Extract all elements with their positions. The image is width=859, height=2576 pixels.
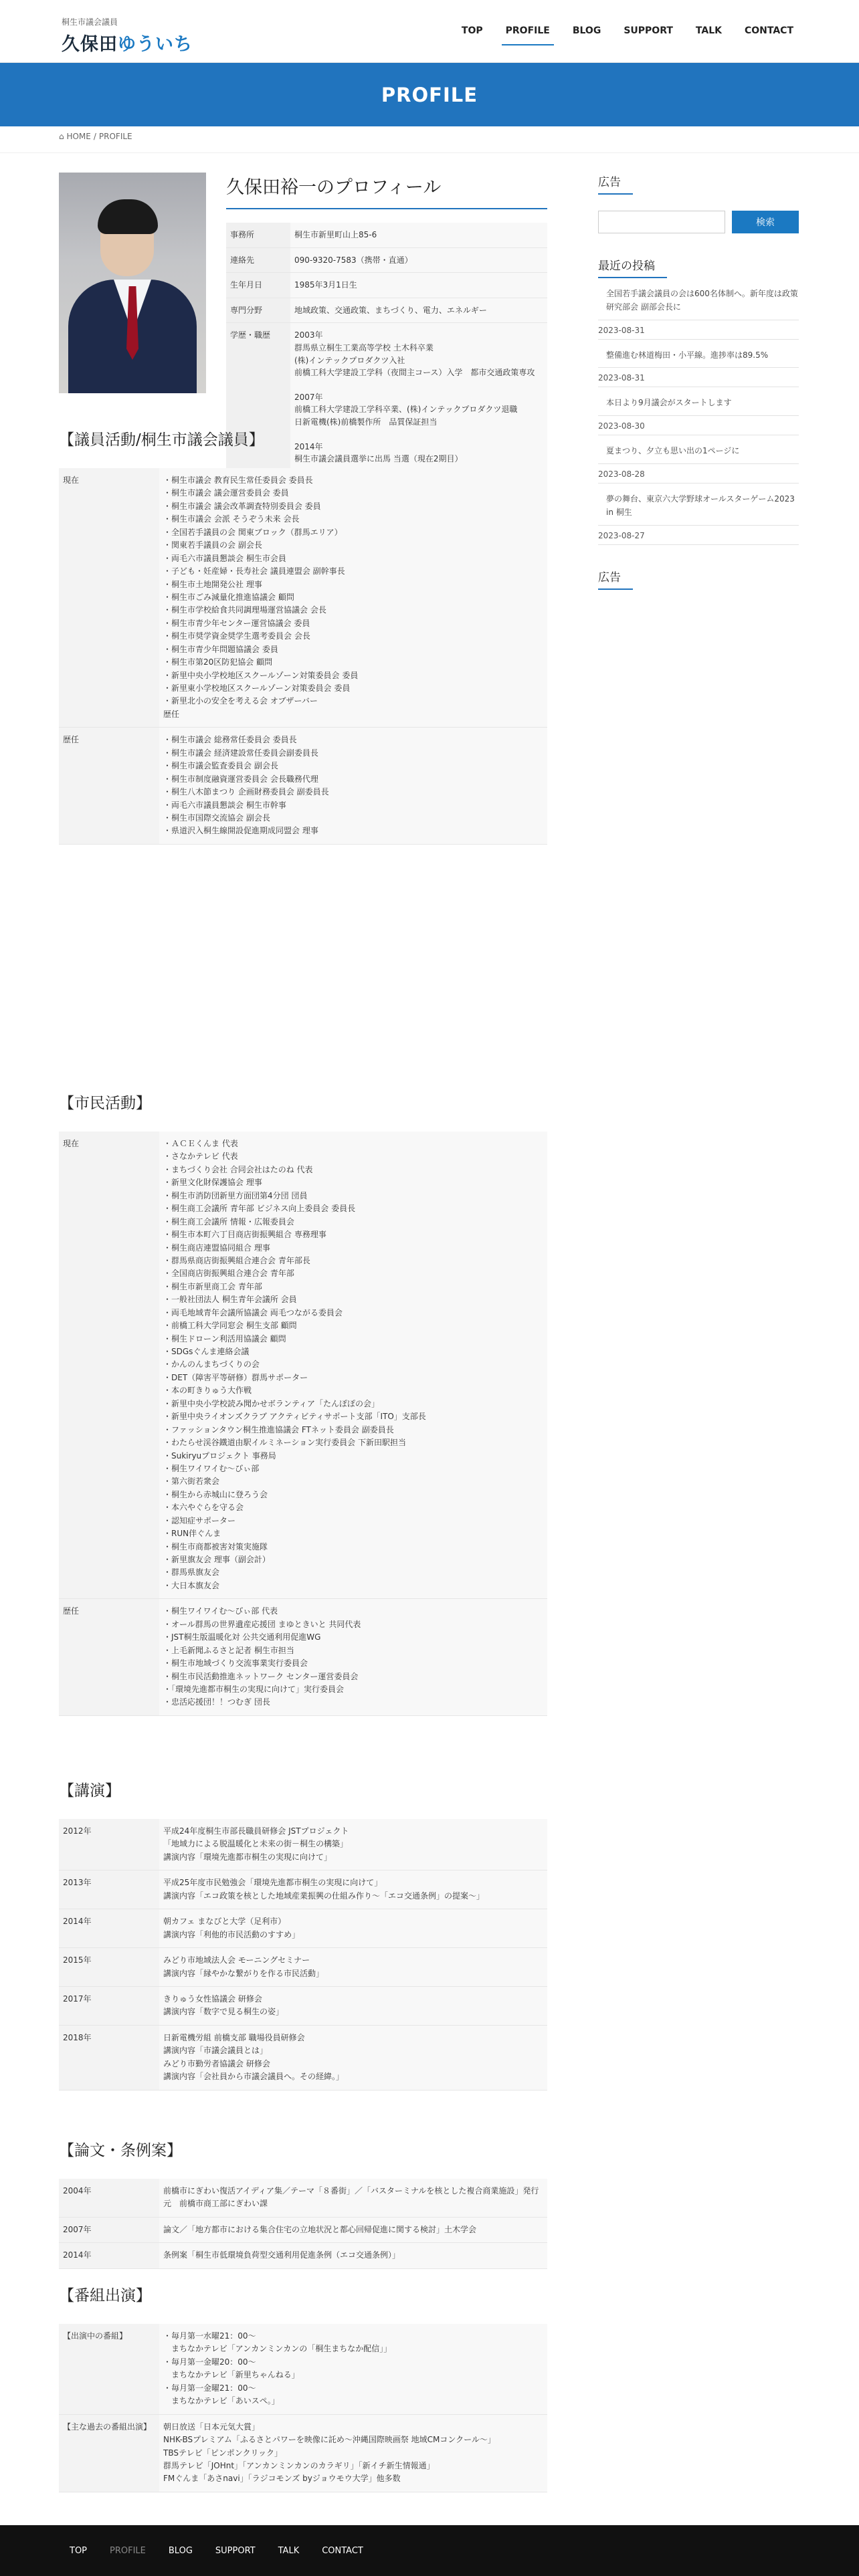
recent-post-item bbox=[598, 441, 799, 484]
logo-name bbox=[62, 34, 193, 55]
row-value bbox=[159, 1909, 547, 1948]
row-value bbox=[159, 468, 547, 728]
row-value-line: 2014年 bbox=[294, 441, 323, 451]
row-label: 学歴・職歴 bbox=[226, 323, 290, 471]
row-value-line: ・本の町きりゅう大作戦 bbox=[163, 1386, 252, 1396]
table-row bbox=[59, 1132, 547, 1599]
row-value-line: ・SDGsぐんま連絡会議 bbox=[163, 1347, 250, 1356]
row-value-line: 桐生市新里町山上85-6 bbox=[294, 230, 377, 239]
row-value-line: 歴任 bbox=[163, 709, 180, 719]
row-value-line: ・子ども・妊産婦・長寿社会 議員連盟会 副幹事長 bbox=[163, 566, 345, 576]
row-value-line: 群馬テレビ「JOHnt」「アンカンミンカンのカラギリ」「新イチ新生情報通」 bbox=[163, 2460, 435, 2470]
row-value-line: NHK-BSプレミアム「ふるさとパワーを映像に託め〜沖縄国際映画祭 地域CMコンクール〜」 bbox=[163, 2435, 496, 2445]
row-value-line: ・桐生八木節まつり 企画財務委員会 副委員長 bbox=[163, 787, 329, 797]
recent-post-date: 2023-08-31 bbox=[598, 367, 799, 383]
row-value-line: 論文／「地方都市における集合住宅の立地状況と都心回帰促進に関する検討」土木学会 bbox=[163, 2224, 477, 2234]
row-value-line: ・桐生市議会監査委員会 副会長 bbox=[163, 761, 278, 771]
row-value-line: ・桐生市議会 会派 そうぞう未来 会長 bbox=[163, 514, 300, 524]
row-value-line: ・群馬県旗友会 bbox=[163, 1568, 220, 1578]
section-bangumi bbox=[59, 2283, 547, 2492]
site-header bbox=[0, 0, 859, 63]
row-value-line: ・オール群馬の世界遺産応援団 まゆときいと 共同代表 bbox=[163, 1619, 361, 1629]
row-label: 専門分野 bbox=[226, 298, 290, 323]
table-row bbox=[59, 2414, 547, 2492]
sidebar-ad2 bbox=[598, 568, 799, 590]
row-value-line: 講演内容「縁やかな繋がりを作る市民活動」 bbox=[163, 1968, 324, 1978]
row-label: 2012年 bbox=[59, 1819, 159, 1870]
section-giin-table bbox=[59, 468, 547, 845]
row-value-line: ・桐生市第20区防犯協会 顧問 bbox=[163, 657, 273, 667]
row-value-line: 講演内容「エコ政策を核とした地域産業振興の仕組み作り〜「エコ交通条例」の提案〜」 bbox=[163, 1891, 485, 1901]
row-label: 現在 bbox=[59, 1132, 159, 1599]
table-row bbox=[59, 468, 547, 728]
row-value-line: ・桐生ドローン利活用協議会 顧問 bbox=[163, 1333, 286, 1344]
section-ronbun bbox=[59, 2138, 547, 2269]
row-value-line: ・桐生市奨学資金奨学生選考委員会 会長 bbox=[163, 631, 310, 641]
footer-link-profile[interactable]: PROFILE bbox=[110, 2545, 146, 2556]
row-value-line: ・桐生から赤城山に登ろう会 bbox=[163, 1489, 268, 1499]
table-row bbox=[59, 1870, 547, 1909]
section-shimin-table bbox=[59, 1132, 547, 1716]
row-value-line: ・忠活応援団！！つむぎ 団長 bbox=[163, 1697, 270, 1707]
row-value-line: ・桐生市議会 議会改革調査特別委員会 委員 bbox=[163, 501, 321, 511]
photo-hair bbox=[98, 199, 158, 234]
row-value-line: 桐生市議会議員選挙に出馬 当選（現在2期目） bbox=[294, 454, 463, 464]
row-value-line: ・本六やぐらを守る会 bbox=[163, 1503, 244, 1513]
row-value-line: 前橋工科大学建設工学科（夜間主コース）入学 都市交通政策専攻 bbox=[294, 368, 535, 378]
table-row bbox=[226, 298, 547, 323]
row-value bbox=[159, 2243, 547, 2268]
recent-post-link[interactable]: 全国若手議会議員の会は600名体制へ。新年度は政策研究部会 副部会長に bbox=[606, 289, 798, 312]
row-value-line: 平成25年度市民勉強会「環境先進都市桐生の実現に向けて」 bbox=[163, 1878, 383, 1888]
row-value-line: ・毎月第一金曜20：00〜 bbox=[163, 2357, 256, 2367]
main-nav bbox=[439, 25, 793, 45]
logo-subtitle: 桐生市議会議員 bbox=[62, 17, 118, 27]
row-label: 2013年 bbox=[59, 1870, 159, 1909]
row-value-line: 朝カフェ まなびと大学（足利市） bbox=[163, 1917, 286, 1927]
table-row bbox=[226, 223, 547, 247]
table-row bbox=[59, 2324, 547, 2414]
row-label: 2017年 bbox=[59, 1986, 159, 2025]
row-value-line: FMぐんま「あさnavi」「ラジコモンズ byジョウモウ大学」他多数 bbox=[163, 2474, 401, 2484]
row-value bbox=[159, 1599, 547, 1716]
page-title: PROFILE bbox=[381, 83, 478, 106]
row-value-line: 条例案「桐生市低環境負荷型交通利用促進条例（エコ交通条例）」 bbox=[163, 2250, 401, 2260]
row-value-line: ・新里中央ライオンズクラブ アクティビティサポート支部「ITO」支部長 bbox=[163, 1412, 426, 1422]
row-value-line: ・一般社団法人 桐生青年会議所 会員 bbox=[163, 1295, 297, 1305]
sidebar-ad-heading: 広告 bbox=[598, 173, 633, 195]
row-value-line: ・全国商店街振興組合連合会 青年部 bbox=[163, 1269, 294, 1279]
table-row bbox=[226, 273, 547, 298]
breadcrumb-home[interactable]: HOME bbox=[66, 132, 91, 141]
row-value-line: ・上毛新聞ふるさと記者 桐生市担当 bbox=[163, 1645, 294, 1655]
row-value-line: 講演内容「利他的市民活動のすすめ」 bbox=[163, 1929, 300, 1939]
row-value-line: まちなかテレビ「あいスペ。」 bbox=[163, 2396, 280, 2406]
row-label: 歴任 bbox=[59, 728, 159, 845]
row-value-line: ・「環境先進都市桐生の実現に向けて」実行委員会 bbox=[163, 1684, 345, 1694]
row-value-line: 平成24年度桐生市部長職員研修会 JSTプロジェクト bbox=[163, 1826, 349, 1836]
table-row bbox=[59, 2243, 547, 2268]
row-value-line: ・大日本旗友会 bbox=[163, 1580, 220, 1590]
row-label: 2015年 bbox=[59, 1948, 159, 1987]
recent-posts bbox=[598, 256, 799, 545]
row-value-line: ・両毛六市議員懇談会 桐生市幹事 bbox=[163, 800, 286, 810]
row-value bbox=[290, 223, 547, 247]
row-value-line: ・桐生市議会 総務常任委員会 委員長 bbox=[163, 735, 297, 745]
nav-contact[interactable]: CONTACT bbox=[744, 25, 793, 36]
row-value-line: 1985年3月1日生 bbox=[294, 280, 357, 290]
row-value-line: ・桐生市ごみ減量化推進協議会 顧問 bbox=[163, 592, 294, 602]
row-value-line: きりゅう女性協議会 研修会 bbox=[163, 1994, 262, 2004]
row-value bbox=[290, 273, 547, 298]
row-value-line: みどり市地域法人会 モーニングセミナー bbox=[163, 1955, 310, 1965]
row-value-line: ・桐生市議会 経済建設常任委員会副委員長 bbox=[163, 748, 318, 758]
table-row bbox=[59, 1948, 547, 1987]
row-value-line: ・毎月第一水曜21：00〜 bbox=[163, 2331, 256, 2341]
row-value-line: まちなかテレビ「新里ちゃんねる」 bbox=[163, 2370, 300, 2380]
site-logo[interactable] bbox=[62, 16, 193, 56]
recent-post-date: 2023-08-27 bbox=[598, 525, 799, 540]
recent-post-item bbox=[598, 345, 799, 388]
row-value-line: ・桐生ワイワイむ〜びぃ部 bbox=[163, 1463, 260, 1473]
row-value-line: ・群馬県商店街振興組合連合会 青年部長 bbox=[163, 1255, 310, 1265]
row-value-line: まちなかテレビ「アンカンミンカンの「桐生まちなか配信」」 bbox=[163, 2344, 392, 2354]
table-row bbox=[59, 1986, 547, 2025]
row-value-line: ・桐生市商都被害対策実施隊 bbox=[163, 1541, 268, 1551]
row-value-line: 日新電機労組 前橋支部 職場役員研修会 bbox=[163, 2032, 305, 2042]
row-value-line: ・県道沢入桐生線開設促進期成同盟会 理事 bbox=[163, 826, 318, 836]
row-value-line: 講演内容「会社員から市議会議員へ。その経緯。」 bbox=[163, 2072, 345, 2082]
main-content bbox=[0, 153, 859, 2484]
row-value-line: 「地域力による脱温暖化と未来の街－桐生の構築」 bbox=[163, 1839, 349, 1849]
row-value bbox=[159, 1819, 547, 1870]
row-label: 2018年 bbox=[59, 2025, 159, 2090]
row-value-line: 講演内容「市議会議員とは」 bbox=[163, 2046, 268, 2056]
row-value-line: ・前橋工科大学同窓会 桐生支部 顧問 bbox=[163, 1321, 297, 1331]
row-value-line: ・新里東小学校地区スクールゾーン対策委員会 委員 bbox=[163, 683, 351, 693]
row-value-line: ・関東若手議員の会 副会長 bbox=[163, 540, 262, 550]
row-value bbox=[159, 1132, 547, 1599]
row-value bbox=[290, 247, 547, 273]
search-input[interactable] bbox=[598, 211, 725, 233]
row-value bbox=[290, 298, 547, 323]
logo-name-part1: 久保田 bbox=[62, 34, 118, 55]
recent-post-item bbox=[598, 393, 799, 435]
table-row bbox=[59, 1819, 547, 1870]
row-value-line: ・JST桐生版温暖化対 公共交通利用促進WG bbox=[163, 1632, 321, 1642]
row-value-line: ・毎月第一金曜21：00〜 bbox=[163, 2383, 256, 2393]
row-value-line: ・桐生商店連盟協同組合 理事 bbox=[163, 1243, 270, 1253]
row-value bbox=[159, 2324, 547, 2414]
row-value-line: ・桐生市制度融資運営委員会 会長職務代理 bbox=[163, 774, 318, 784]
row-value-line: 090-9320-7583（携帯・直通） bbox=[294, 255, 413, 265]
section-shimin bbox=[59, 1091, 547, 1716]
row-value bbox=[159, 2025, 547, 2090]
page-hero bbox=[0, 63, 859, 126]
row-label: 歴任 bbox=[59, 1599, 159, 1716]
row-value-line: ・桐生市本町六丁目商店街振興組合 専務理事 bbox=[163, 1230, 326, 1240]
search-button[interactable]: 検索 bbox=[732, 211, 799, 233]
row-label: 2004年 bbox=[59, 2179, 159, 2217]
recent-post-link[interactable]: 整備進む林道梅田・小平線。進捗率は89.5% bbox=[606, 350, 769, 360]
profile-photo bbox=[59, 173, 206, 393]
row-value bbox=[159, 2179, 547, 2217]
table-row bbox=[59, 728, 547, 845]
row-value-line: ・両毛六市議員懇談会 桐生市会員 bbox=[163, 553, 286, 563]
row-value-line: ・認知症サポーター bbox=[163, 1515, 236, 1525]
row-value bbox=[159, 1870, 547, 1909]
breadcrumb-current: PROFILE bbox=[98, 132, 132, 141]
footer-link-talk[interactable]: TALK bbox=[278, 2545, 300, 2556]
row-value-line: ・桐生市消防団新里方面団第4分団 団員 bbox=[163, 1190, 308, 1200]
section-koen-table bbox=[59, 1819, 547, 2090]
row-value-line: ・第六街若衆会 bbox=[163, 1477, 220, 1487]
row-value-line: ・新里中央小学校地区スクールゾーン対策委員会 委員 bbox=[163, 670, 359, 680]
row-value-line: ・ＡＣＥくんま 代表 bbox=[163, 1139, 238, 1148]
row-value-line: 2007年 bbox=[294, 392, 323, 402]
row-value-line: ・桐生市議会 教育民生常任委員会 委員長 bbox=[163, 475, 313, 485]
section-bangumi-heading: 【番組出演】 bbox=[59, 2287, 151, 2304]
section-giin bbox=[59, 427, 547, 845]
row-value-line: ・桐生ワイワイむ〜びぃ部 代表 bbox=[163, 1606, 278, 1616]
table-row bbox=[226, 247, 547, 273]
section-koen bbox=[59, 1778, 547, 2090]
row-value bbox=[159, 1948, 547, 1987]
row-label: 【出演中の番組】 bbox=[59, 2324, 159, 2414]
recent-post-date: 2023-08-30 bbox=[598, 415, 799, 431]
section-koen-heading: 【講演】 bbox=[59, 1782, 120, 1800]
row-value-line: みどり市勤労者協議会 研修会 bbox=[163, 2058, 270, 2068]
row-value-line: ・まちづくり会社 合同会社はたのね 代表 bbox=[163, 1164, 313, 1174]
row-value-line: ・桐生市議会 議会運営委員会 委員 bbox=[163, 488, 289, 498]
logo-name-part2: ゆういち bbox=[118, 34, 193, 55]
row-value-line: ・桐生市地域づくり交流事業実行委員会 bbox=[163, 1658, 308, 1669]
row-value-line: ・新里旗友会 理事（副会計） bbox=[163, 1555, 270, 1564]
row-value-line: (株)インテックプロダクツ入社 bbox=[294, 355, 405, 365]
row-value-line: 群馬県立桐生工業高等学校 土木科卒業 bbox=[294, 342, 434, 352]
footer-link-top[interactable]: TOP bbox=[70, 2545, 88, 2556]
recent-post-date: 2023-08-31 bbox=[598, 320, 799, 335]
recent-post-date: 2023-08-28 bbox=[598, 463, 799, 479]
section-ronbun-table bbox=[59, 2179, 547, 2269]
breadcrumb-home-icon: ⌂ bbox=[59, 132, 64, 141]
row-value-line bbox=[294, 379, 543, 391]
row-value-line: ・桐生市青少年センター運営協議会 委員 bbox=[163, 618, 310, 628]
row-value-line: ・RUN伴ぐんま bbox=[163, 1529, 221, 1539]
table-row bbox=[59, 1599, 547, 1716]
recent-post-link[interactable]: 本日より9月議会がスタートします bbox=[606, 398, 732, 408]
row-value-line: ・新里北小の安全を考える会 オブザーバー bbox=[163, 696, 318, 706]
table-row bbox=[59, 2217, 547, 2242]
row-value-line: ・桐生市民活動推進ネットワーク センター運営委員会 bbox=[163, 1671, 359, 1681]
row-value-line: ・両毛地域青年会議所協議会 両毛つながる委員会 bbox=[163, 1307, 343, 1317]
row-label: 現在 bbox=[59, 468, 159, 728]
section-shimin-heading: 【市民活動】 bbox=[59, 1095, 151, 1112]
row-value-line: ・さなかテレビ 代表 bbox=[163, 1152, 238, 1162]
row-value-line: ・桐生市土地開発公社 理事 bbox=[163, 579, 262, 589]
recent-post-item bbox=[598, 489, 799, 545]
row-value-line: ・DET（障害平等研修）群馬サポーター bbox=[163, 1372, 308, 1382]
sidebar-ad2-heading: 広告 bbox=[598, 568, 633, 590]
recent-posts-heading: 最近の投稿 bbox=[598, 256, 667, 278]
row-value-line: ・桐生市新里商工会 青年部 bbox=[163, 1281, 262, 1291]
row-value-line: ・桐生市国際交流協会 副会長 bbox=[163, 813, 270, 823]
footer-link-contact[interactable]: CONTACT bbox=[322, 2545, 363, 2556]
row-value-line: TBSテレビ「ピンポンクリック」 bbox=[163, 2448, 283, 2458]
row-value-line: 2003年 bbox=[294, 330, 323, 340]
profile-heading: 久保田裕一のプロフィール bbox=[226, 173, 547, 209]
row-value bbox=[159, 1986, 547, 2025]
section-ronbun-heading: 【論文・条例案】 bbox=[59, 2142, 182, 2159]
nav-profile[interactable]: PROFILE bbox=[506, 25, 550, 45]
row-value bbox=[159, 728, 547, 845]
row-value-line: 前橋市にぎわい復活アイディア集／テーマ「８番街」／「バスターミナルを核とした複合商業施設」発行元 前橋市商工部にぎわい課 bbox=[163, 2186, 539, 2209]
breadcrumb-separator: / bbox=[93, 132, 96, 141]
section-bangumi-table bbox=[59, 2324, 547, 2492]
footer-link-blog[interactable]: BLOG bbox=[168, 2545, 193, 2556]
row-value-line: 講演内容「環境先進都市桐生の実現に向けて」 bbox=[163, 1852, 332, 1862]
site-footer bbox=[0, 2525, 859, 2576]
row-value-line: ・全国若手議員の会 関東ブロック（群馬エリア） bbox=[163, 527, 343, 537]
row-value-line: ・かんのんまちづくりの会 bbox=[163, 1360, 260, 1370]
footer-link-support[interactable]: SUPPORT bbox=[215, 2545, 256, 2556]
row-value bbox=[159, 2217, 547, 2242]
row-label: 2014年 bbox=[59, 2243, 159, 2268]
table-row bbox=[59, 2025, 547, 2090]
table-row bbox=[59, 2179, 547, 2217]
nav-talk[interactable]: TALK bbox=[695, 25, 722, 36]
row-value-line: ・桐生商工会議所 情報・広報委員会 bbox=[163, 1216, 294, 1226]
row-label: 2007年 bbox=[59, 2217, 159, 2242]
recent-post-link[interactable]: 夏まつり、夕立も思い出の1ページに bbox=[606, 446, 740, 456]
nav-top[interactable]: TOP bbox=[461, 25, 483, 36]
row-value-line: ・ファッションタウン桐生推進協議会 FTネット委員会 副委員長 bbox=[163, 1424, 394, 1434]
row-label: 【主な過去の番組出演】 bbox=[59, 2414, 159, 2492]
row-label: 生年月日 bbox=[226, 273, 290, 298]
row-value-line: ・桐生市青少年問題協議会 委員 bbox=[163, 644, 278, 654]
row-value-line: ・新里中央小学校読み聞かせボランティア「たんぽぽの会」 bbox=[163, 1398, 380, 1408]
row-label: 連絡先 bbox=[226, 247, 290, 273]
row-value-line: 朝日放送「日本元気大賞」 bbox=[163, 2422, 260, 2432]
row-label: 2014年 bbox=[59, 1909, 159, 1948]
sidebar bbox=[598, 173, 799, 590]
recent-post-link[interactable]: 夢の舞台、東京六大学野球オールスターゲーム2023 in 桐生 bbox=[606, 494, 795, 517]
row-label: 事務所 bbox=[226, 223, 290, 247]
row-value-line: 日新電機(株)前橋製作所 品質保証担当 bbox=[294, 417, 438, 427]
row-value-line: ・わたらせ渓谷鐵道由駅イルミネーション実行委員会 下新田駅担当 bbox=[163, 1438, 406, 1448]
section-giin-heading: 【議員活動/桐生市議会議員】 bbox=[59, 431, 264, 449]
row-value bbox=[159, 2414, 547, 2492]
recent-post-item bbox=[598, 284, 799, 340]
table-row bbox=[59, 1909, 547, 1948]
search-form bbox=[598, 211, 799, 233]
breadcrumb bbox=[0, 126, 859, 153]
row-value-line: 地域政策、交通政策、まちづくり、電力、エネルギー bbox=[294, 305, 487, 315]
nav-blog[interactable]: BLOG bbox=[572, 25, 601, 36]
row-value-line: ・Sukiryuプロジェクト 事務局 bbox=[163, 1451, 276, 1461]
row-value-line: 講演内容「数字で見る桐生の姿」 bbox=[163, 2007, 284, 2017]
row-value-line: ・新里文化財保護協会 理事 bbox=[163, 1178, 262, 1188]
row-value-line: ・桐生市学校給食共同調理場運営協議会 会長 bbox=[163, 605, 326, 615]
row-value-line: ・桐生商工会議所 青年部 ビジネス向上委員会 委員長 bbox=[163, 1204, 356, 1214]
recent-posts-list bbox=[598, 284, 799, 545]
row-value-line: 前橋工科大学建設工学科卒業、(株)インテックプロダクツ退職 bbox=[294, 405, 518, 415]
nav-support[interactable]: SUPPORT bbox=[624, 25, 673, 36]
